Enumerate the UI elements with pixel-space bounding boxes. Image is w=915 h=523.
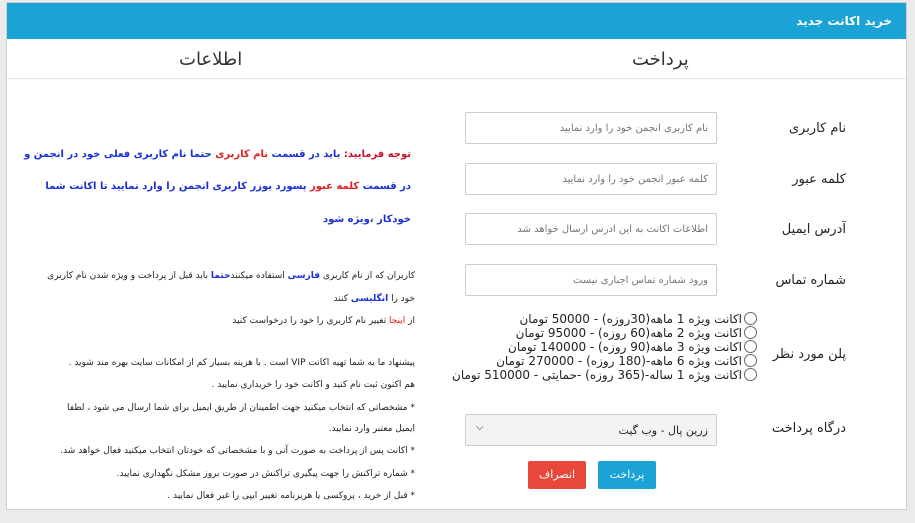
- username-label: نام کاربری: [788, 121, 846, 136]
- payment-section-title: پرداخت: [632, 49, 689, 70]
- panel-title: خرید اکانت جدید: [796, 14, 892, 28]
- plan-option-label: اکانت ویژه 3 ماهه(90 روزه) - 140000 تومان: [508, 340, 742, 354]
- plan-option-label: اکانت ویژه 2 ماهه(60 روزه) - 95000 تومان: [515, 326, 742, 340]
- panel-header: [7, 3, 906, 39]
- radio-button[interactable]: [744, 368, 757, 381]
- cancel-button[interactable]: انصراف: [528, 461, 586, 489]
- phone-label: شماره تماس: [775, 273, 846, 288]
- plan-option-label: اکانت ویژه 1 ساله-(365 روزه) -حمایتی - 510000 تومان: [452, 368, 742, 382]
- chevron-down-icon: ⌵: [476, 422, 484, 433]
- farsi-note-line-1: کاربران که از نام کاربری فارسی استفاده میکنندحتما باید قبل از پرداخت و ویژه شدن نام کاربری: [47, 271, 415, 281]
- attention-line-1: توجه فرمایید: باید در قسمت نام کاربری حتما نام کاربری فعلی خود در انجمن و: [24, 149, 411, 160]
- bullet-note-1b: ایمیل معتبر وارد نمایید.: [328, 424, 415, 434]
- username-input[interactable]: [465, 112, 717, 144]
- plan-radio-group: [417, 312, 757, 382]
- plan-option[interactable]: [417, 326, 757, 340]
- info-section-title: اطلاعات: [179, 49, 243, 70]
- bullet-note-3: * شماره تراکنش را جهت پیگیری تراکنش در صورت بروز مشکل نگهداری نمایید.: [116, 469, 415, 479]
- attention-line-2: در قسمت کلمه عبور پسورد یوزر کاربری انجمن را وارد نمایید تا اکانت شما: [45, 181, 411, 192]
- radio-button[interactable]: [744, 354, 757, 367]
- change-username-link[interactable]: اینجا: [389, 316, 406, 326]
- password-label: کلمه عبور: [792, 172, 846, 187]
- gateway-selected-value: زرین پال - وب گیت: [618, 424, 708, 437]
- bullet-note-2: * اکانت پس از پرداخت به صورت آنی و با مشخصاتی که خودتان انتخاب میکنید فعال خواهد شد.: [60, 446, 415, 456]
- radio-button[interactable]: [744, 312, 757, 325]
- plan-option[interactable]: [417, 340, 757, 354]
- buy-account-panel: [6, 2, 907, 510]
- plan-option[interactable]: [417, 354, 757, 368]
- radio-button[interactable]: [744, 340, 757, 353]
- plan-option[interactable]: [417, 368, 757, 382]
- attention-line-3: خودکار ،ویژه شود: [322, 214, 411, 225]
- section-divider: [7, 78, 906, 79]
- plan-option[interactable]: [417, 312, 757, 326]
- vip-note-line-2: هم اکنون ثبت نام کنید و اکانت خود را خریداری نمایید .: [211, 380, 415, 390]
- vip-note-line-1: پیشنهاد ما به شما تهیه اکانت VIP است . با هزینه بسیار کم از امکانات سایت بهره مند شوید .: [68, 358, 415, 368]
- email-input[interactable]: [465, 213, 717, 245]
- pay-button[interactable]: پرداخت: [598, 461, 656, 489]
- bullet-note-4: * قبل از خرید ، پروکسی یا هربرنامه تغییر ایپی را غیر فعال نمایید .: [167, 491, 415, 501]
- gateway-select[interactable]: [465, 414, 717, 446]
- gateway-label: درگاه پرداخت: [771, 421, 846, 436]
- plan-label: پلن مورد نظر: [772, 347, 846, 362]
- farsi-note-line-3: از اینجا تغییر نام کاربری را خود را درخواست کنید: [232, 316, 415, 326]
- farsi-note-line-2: خود را انگلیسی کنند: [333, 294, 415, 304]
- plan-option-label: اکانت ویژه 6 ماهه-(180 روزه) - 270000 تومان: [496, 354, 742, 368]
- phone-input[interactable]: [465, 264, 717, 296]
- bullet-note-1a: * مشخصاتی که انتخاب میکنید جهت اطمینان از طریق ایمیل برای شما ارسال می شود ، لطفا: [67, 403, 415, 413]
- plan-option-label: اکانت ویژه 1 ماهه(30روزه) - 50000 تومان: [519, 312, 742, 326]
- password-input[interactable]: [465, 163, 717, 195]
- email-label: آدرس ایمیل: [781, 222, 846, 237]
- radio-button[interactable]: [744, 326, 757, 339]
